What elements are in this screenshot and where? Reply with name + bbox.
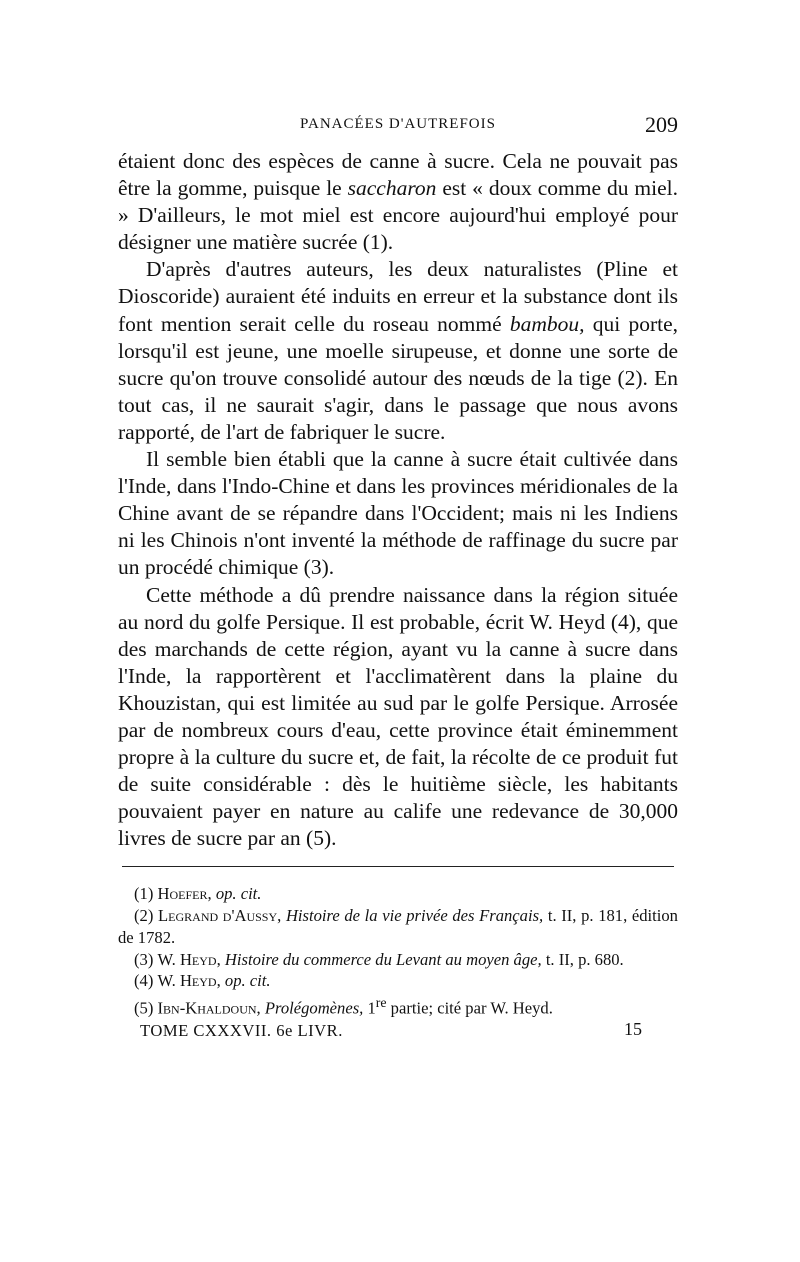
paragraph-1-text-a: étaient donc des espèces de canne à sucre. Cela ne pouvait pas être la gomme, puisque le [118, 149, 678, 201]
footnote-title: Prolégomènes, [264, 998, 364, 1018]
paragraph-4: Cette méthode a dû prendre naissance dans la région située au nord du golfe Persique. Il est probable, écrit W. Heyd (4), que des marchands de cette région, ayant vu la canne à sucre dans l'Inde, la rapportèrent et l'acclimatèrent dans la plaine du Khouzistan, qui est limitée au sud par le golfe Persique. Arrosée par de nombreux cours d'eau, cette province était éminemment propre à la culture du sucre et, de fait, la récolte de ce produit fut de suite considérable : dès le huitième siècle, les habitants pouvaient payer en nature au calife une redevance de 30,000 livres de sucre par an (5). [118, 582, 678, 851]
paragraph-2 [118, 256, 678, 446]
footnote-number: (4) [134, 971, 154, 991]
footnote-number: (3) [134, 949, 154, 969]
footnote-details-a: 1 [367, 998, 376, 1018]
paragraph-2-text-a: D'après d'autres auteurs, les deux naturalistes (Pline et Dioscoride) auraient été induits en erreur et la substance dont ils font mention serait celle du roseau nommé [118, 257, 678, 336]
footnote-number: (5) [134, 998, 154, 1018]
page-header [118, 112, 678, 146]
printer-signature: TOME CXXXVII. 6e LIVR. [140, 1021, 343, 1041]
paragraph-1 [118, 148, 678, 256]
footnote-details: t. II, p. 181, édition de 1782. [118, 906, 678, 947]
footnote-author: Legrand d'Aussy, [158, 906, 282, 926]
page-footer [118, 1021, 678, 1047]
footnote-author: W. Heyd, [157, 971, 221, 991]
footnote-number: (2) [134, 906, 154, 926]
footnote-superscript: re [375, 994, 387, 1010]
paragraph-1-emphasis: saccharon [347, 176, 437, 201]
footnote-reference: op. cit. [215, 884, 262, 904]
paragraph-2-text-b: qui porte, lorsqu'il est jeune, une moelle sirupeuse, et donne une sorte de sucre qu'on trouve consolidé autour des nœuds de la tige (2). En tout cas, il ne saurait s'agir, dans le passage que nous avons rapporté, de l'art de fabriquer le sucre. [118, 311, 678, 444]
footnote-title: Histoire du commerce du Levant au moyen âge, [224, 949, 542, 969]
footnote-author: W. Heyd, [157, 949, 221, 969]
footnote-1 [118, 883, 678, 905]
footnote-5 [118, 992, 678, 1019]
footnote-4 [118, 970, 678, 992]
footnotes [118, 883, 678, 1019]
sheet-number: 15 [624, 1019, 642, 1040]
footnote-details: t. II, p. 680. [545, 949, 624, 969]
footnote-number: (1) [134, 884, 154, 904]
footnote-author: Hoefer, [157, 884, 212, 904]
paragraph-2-emphasis: bambou, [509, 311, 585, 336]
paragraph-1-text-b: est « doux comme du miel. » D'ailleurs, le mot miel est encore aujourd'hui employé pour désigner une matière sucrée (1). [118, 176, 678, 255]
page-number: 209 [645, 112, 678, 137]
footnote-divider [122, 866, 674, 867]
footnote-3 [118, 949, 678, 971]
body-text [118, 148, 678, 852]
footnote-title: Histoire de la vie privée des Français, [285, 906, 544, 926]
footnote-details-b: partie; cité par W. Heyd. [386, 998, 553, 1018]
footnote-author: Ibn-Khaldoun, [157, 998, 261, 1018]
paragraph-3: Il semble bien établi que la canne à sucre était cultivée dans l'Inde, dans l'Indo-Chine et dans les provinces méridionales de la Chine avant de se répandre dans l'Occident; mais ni les Indiens ni les Chinois n'ont inventé la méthode de raffinage du sucre par un procédé chimique (3). [118, 447, 678, 580]
book-page [118, 112, 678, 1047]
footnote-2 [118, 905, 678, 948]
running-title: PANACÉES D'AUTREFOIS [300, 116, 496, 132]
footnote-reference: op. cit. [224, 971, 271, 991]
